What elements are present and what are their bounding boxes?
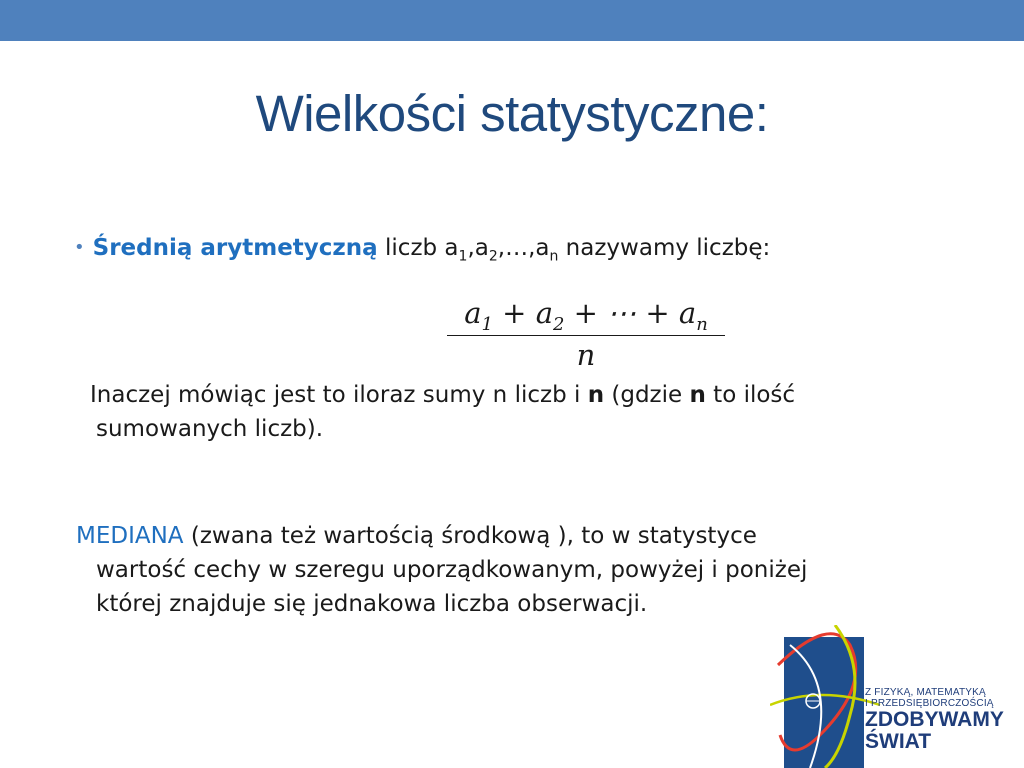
bullet-comma: ,a — [467, 235, 489, 261]
formula-denominator: n — [576, 338, 596, 372]
formula-a1: a — [464, 296, 482, 330]
logo-line-2: I PRZEDSIĘBIORCZOŚCIĄ — [865, 698, 994, 709]
top-accent-bar — [0, 0, 1024, 41]
formula-plus: + — [492, 296, 536, 330]
bullet-dot-icon: • — [74, 237, 85, 258]
formula-plus-dots: + ⋯ + — [564, 296, 679, 330]
para1-bold-n-1: n — [587, 382, 605, 408]
formula-sub-2: 2 — [552, 313, 565, 335]
formula-a2: a — [535, 296, 553, 330]
bullet-sub-2: 2 — [488, 248, 498, 265]
logo-line-4: ŚWIAT — [865, 730, 932, 753]
para1-bold-n-2: n — [689, 382, 706, 408]
logo-text — [865, 687, 1004, 753]
bullet-text-before: liczb a — [377, 235, 459, 261]
para1-text-3: to ilość — [705, 382, 796, 408]
formula-sub-n: n — [696, 313, 708, 335]
logo-line-1: Z FIZYKĄ, MATEMATYKĄ — [865, 687, 986, 698]
para1-text-1: Inaczej mówiąc jest to iloraz sumy n liczb i — [90, 382, 588, 408]
para2-line-3: której znajduje się jednakowa liczba obserwacji. — [96, 591, 648, 617]
para1-line-2: sumowanych liczb). — [96, 416, 324, 442]
formula-an: a — [678, 296, 697, 330]
paragraph-median — [76, 519, 966, 621]
formula-numerator — [447, 293, 725, 333]
para1-text-2: (gdzie — [604, 382, 690, 408]
bullet-sub-1: 1 — [458, 248, 468, 265]
formula-sub-1: 1 — [481, 313, 493, 335]
paragraph-explanation — [90, 378, 980, 446]
para2-line-2: wartość cechy w szeregu uporządkowanym, powyżej i poniżej — [96, 557, 808, 583]
bullet-middle: ,…,a — [497, 235, 550, 261]
slide-title: Wielkości statystyczne: — [255, 85, 769, 142]
bullet-text-after: nazywamy liczbę: — [558, 235, 771, 261]
bullet-mean — [74, 235, 770, 265]
mean-formula — [447, 293, 725, 370]
logo-line-3: ZDOBYWAMY — [865, 708, 1004, 731]
para2-text-1: (zwana też wartością środkową ), to w statystyce — [183, 523, 757, 549]
bullet-sub-n: n — [549, 248, 559, 265]
median-term: MEDIANA — [76, 523, 184, 549]
mean-term: Średnią arytmetyczną — [92, 235, 378, 261]
fraction-bar — [447, 335, 725, 336]
